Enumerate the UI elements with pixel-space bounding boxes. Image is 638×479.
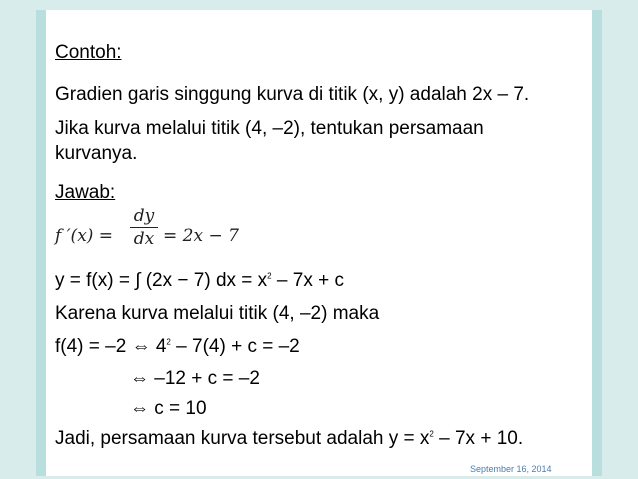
- problem-line-3: kurvanya.: [55, 143, 138, 164]
- constant-result: ⇔ c = 10: [130, 398, 207, 419]
- exponent: 2: [429, 429, 434, 439]
- exponent: 2: [267, 271, 272, 281]
- substitution-step: [55, 336, 300, 358]
- integral-step-b: – 7x + c: [271, 270, 344, 291]
- problem-line-1: Gradien garis singgung kurva di titik (x, y) adalah 2x – 7.: [55, 84, 530, 105]
- conclusion-line: [55, 428, 523, 450]
- example-label: Contoh:: [55, 42, 122, 63]
- conclusion-b: – 7x + 10.: [433, 428, 524, 449]
- simplify-step: ⇔ –12 + c = –2: [130, 368, 260, 389]
- fraction-dy-dx: [130, 206, 158, 249]
- answer-label: Jawab:: [55, 182, 116, 203]
- fraction-numerator: dy: [133, 206, 155, 226]
- substitution-step-b: – 7(4) + c = –2: [170, 336, 300, 357]
- substitution-step-a: f(4) = –2 ⇔ 4: [55, 336, 167, 357]
- fraction-denominator: dx: [133, 229, 155, 249]
- integral-step-a: y = f(x) = ∫ (2x − 7) dx = x: [55, 270, 268, 291]
- slide-date: September 16, 2014: [470, 464, 552, 474]
- fraction-bar: [130, 227, 158, 228]
- formula-rhs: = 2x − 7: [163, 226, 239, 246]
- conclusion-a: Jadi, persamaan kurva tersebut adalah y = x: [55, 428, 430, 449]
- formula-lhs: f ′(x) =: [55, 226, 114, 246]
- condition-line: Karena kurva melalui titik (4, –2) maka: [55, 303, 380, 324]
- slide-panel: [36, 10, 602, 476]
- integral-step: [55, 270, 344, 292]
- problem-line-2: Jika kurva melalui titik (4, –2), tentukan persamaan: [55, 118, 484, 139]
- exponent: 2: [166, 337, 171, 347]
